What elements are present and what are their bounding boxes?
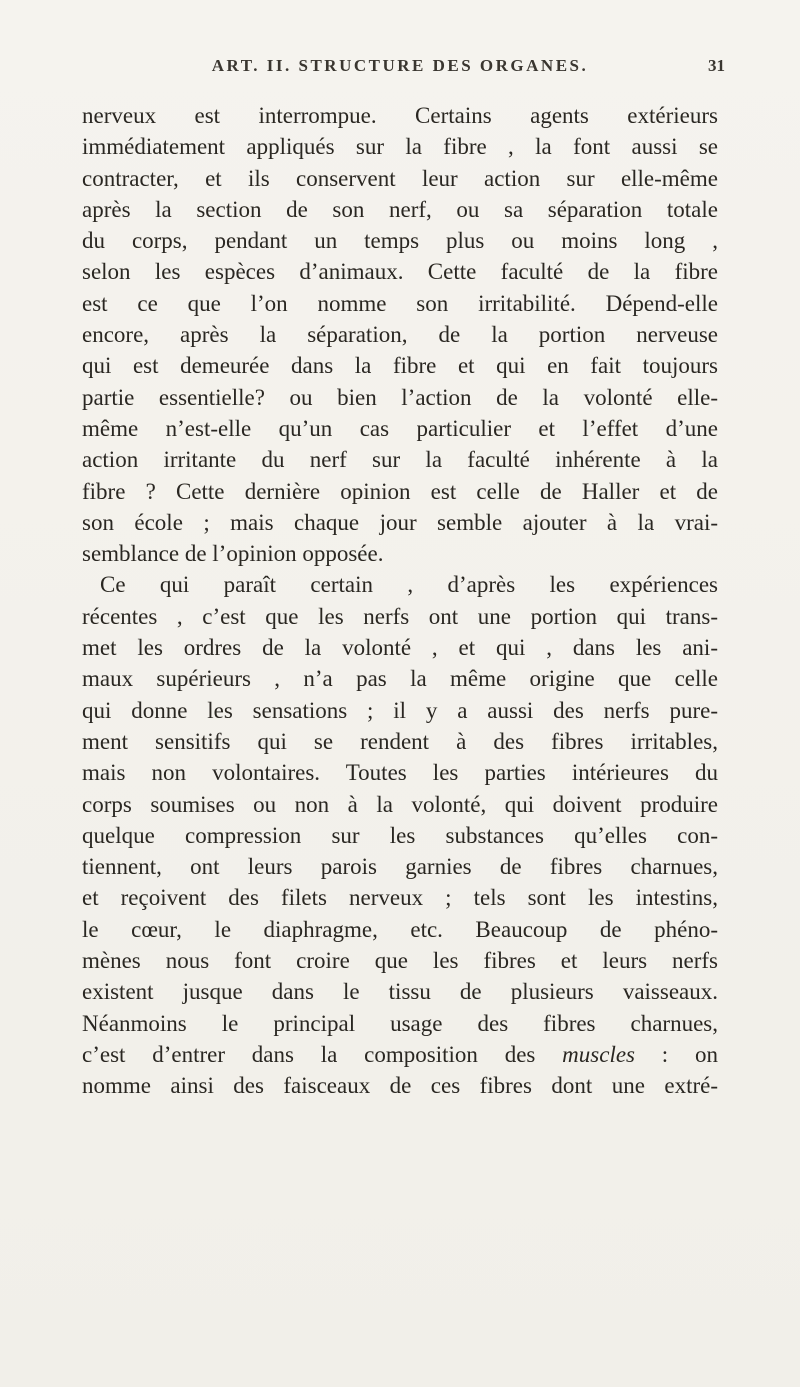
text-line: et reçoivent des filets nerveux ; tels sont les intestins,: [82, 885, 718, 911]
text-line: semblance de l’opinion opposée.: [82, 541, 384, 567]
text-line: après la section de son nerf, ou sa séparation totale: [82, 196, 718, 222]
text-line: Néanmoins le principal usage des fibres charnues,: [82, 1010, 718, 1036]
text-line: quelque compression sur les substances qu’elles con-: [82, 822, 718, 848]
text-line: met les ordres de la volonté , et qui , dans les ani-: [82, 635, 718, 661]
text-line: fibre ? Cette dernière opinion est celle de Haller et de: [82, 478, 718, 504]
text-line: partie essentielle? ou bien l’action de la volonté elle-: [82, 384, 718, 410]
text-line: existent jusque dans le tissu de plusieurs vaisseaux.: [82, 979, 718, 1005]
text-line: son école ; mais chaque jour semble ajouter à la vrai-: [82, 509, 718, 535]
text-line: selon les espèces d’animaux. Cette faculté de la fibre: [82, 259, 718, 285]
text-line: maux supérieurs , n’a pas la même origine que celle: [82, 666, 718, 692]
text-line-31: [82, 1039, 718, 1070]
text-line: récentes , c’est que les nerfs ont une portion qui trans-: [82, 603, 718, 629]
text-line: le cœur, le diaphragme, etc. Beaucoup de phéno-: [82, 916, 718, 942]
italic-term: muscles: [562, 1041, 635, 1067]
text-line: tiennent, ont leurs parois garnies de fibres charnues,: [82, 854, 718, 880]
text-line: ment sensitifs qui se rendent à des fibres irritables,: [82, 728, 718, 754]
text-line: Ce qui paraît certain , d’après les expériences: [100, 572, 718, 598]
text-fragment: c’est d’entrer dans la composition des: [82, 1041, 563, 1067]
text-line: nerveux est interrompue. Certains agents extérieurs: [82, 103, 718, 128]
text-line: qui donne les sensations ; il y a aussi des nerfs pure-: [82, 697, 718, 723]
text-line: est ce que l’on nomme son irritabilité. Dépend-elle: [82, 290, 718, 316]
running-head: ART. II. STRUCTURE DES ORGANES.: [211, 56, 589, 75]
text-line: encore, après la séparation, de la portion nerveuse: [82, 322, 718, 348]
text-line: action irritante du nerf sur la faculté inhérente à la: [82, 447, 718, 473]
text-line: qui est demeurée dans la fibre et qui en fait toujours: [82, 353, 718, 379]
text-line: mènes nous font croire que les fibres et leurs nerfs: [82, 948, 718, 974]
text-line: corps soumises ou non à la volonté, qui doivent produire: [82, 791, 718, 817]
text-line: du corps, pendant un temps plus ou moins long ,: [82, 228, 718, 254]
text-line: nomme ainsi des faisceaux de ces fibres dont une extré-: [82, 1073, 718, 1099]
text-line: mais non volontaires. Toutes les parties intérieures du: [82, 760, 718, 786]
body-text: [82, 100, 718, 1102]
page-header: [0, 56, 800, 86]
page-number: 31: [708, 56, 725, 75]
text-line: immédiatement appliqués sur la fibre , la font aussi se: [82, 134, 718, 160]
text-line: même n’est-elle qu’un cas particulier et l’effet d’une: [82, 415, 718, 441]
text-line: contracter, et ils conservent leur action sur elle-même: [82, 165, 718, 191]
text-fragment: : on: [635, 1041, 718, 1067]
